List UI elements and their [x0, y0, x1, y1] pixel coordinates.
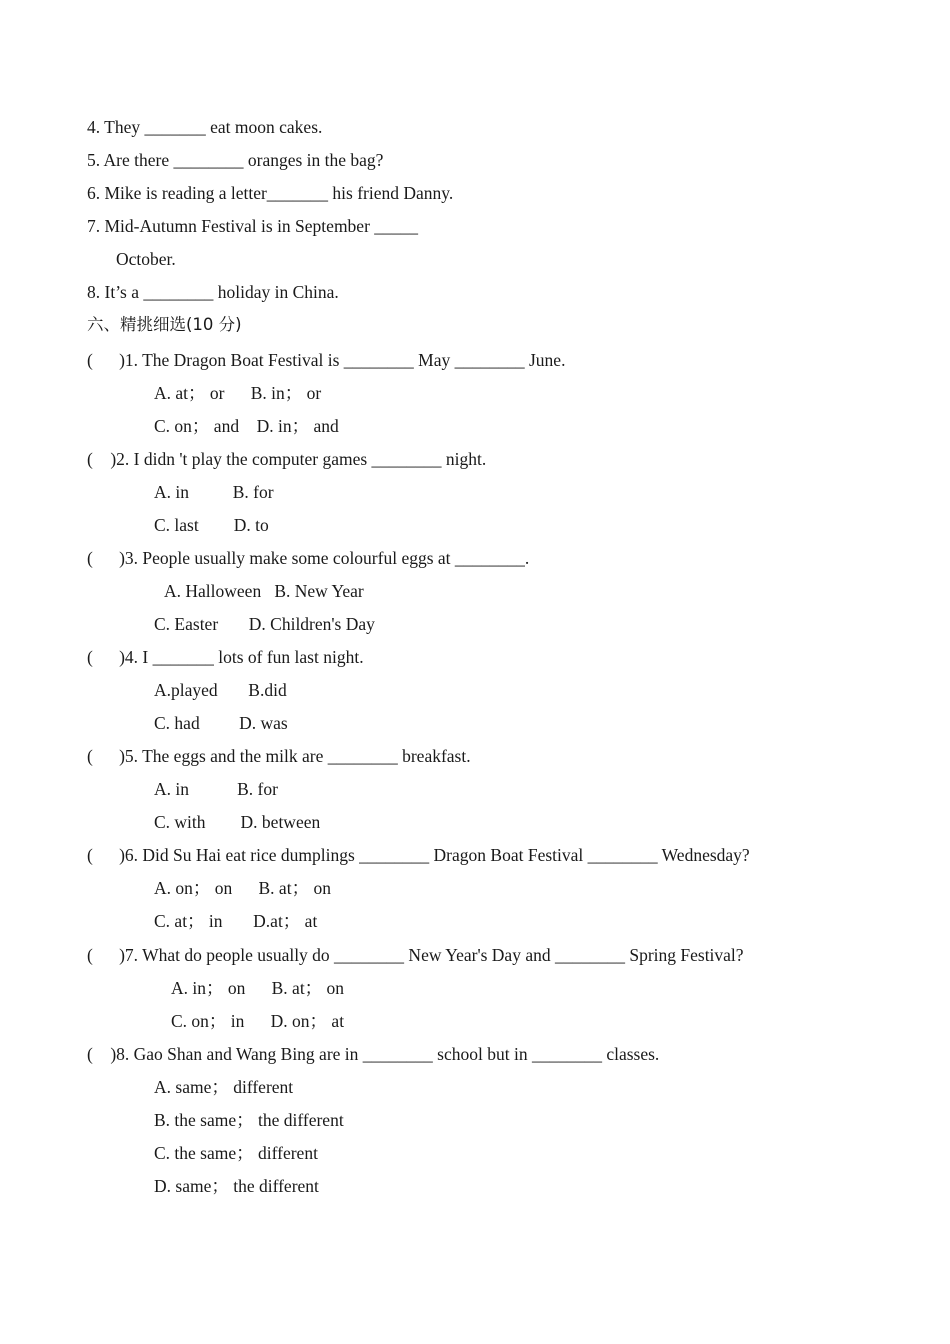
mc-question-3-options-ab: A. Halloween B. New Year [164, 581, 364, 601]
mc-question-4: ( )4. I _______ lots of fun last night. [87, 647, 364, 667]
mc-question-7-options-cd: C. on； in D. on； at [171, 1011, 345, 1031]
mc-question-4-options-cd: C. had D. was [154, 713, 288, 733]
fill-blank-question-8: 8. It’s a ________ holiday in China. [87, 282, 339, 302]
fill-blank-question-7: 7. Mid-Autumn Festival is in September _____ [87, 216, 419, 236]
mc-question-8: ( )8. Gao Shan and Wang Bing are in ________ school but in ________ classes. [87, 1044, 660, 1064]
mc-question-7-options-ab: A. in； on B. at； on [171, 978, 345, 998]
mc-question-5-options-ab: A. in B. for [154, 779, 278, 799]
mc-question-6-options-ab: A. on； on B. at； on [154, 878, 331, 898]
mc-question-8-option-d: D. same； the different [154, 1176, 319, 1196]
mc-question-8-option-b: B. the same； the different [154, 1110, 344, 1130]
mc-question-8-option-c: C. the same； different [154, 1143, 318, 1163]
mc-question-2: ( )2. I didn 't play the computer games ________ night. [87, 449, 487, 469]
mc-question-1-options-cd: C. on； and D. in； and [154, 416, 339, 436]
mc-question-5-options-cd: C. with D. between [154, 812, 321, 832]
fill-blank-question-5: 5. Are there ________ oranges in the bag? [87, 150, 384, 170]
mc-question-2-options-cd: C. last D. to [154, 515, 269, 535]
mc-question-3-options-cd: C. Easter D. Children's Day [154, 614, 375, 634]
mc-question-2-options-ab: A. in B. for [154, 482, 274, 502]
fill-blank-question-6: 6. Mike is reading a letter_______ his friend Danny. [87, 183, 454, 203]
fill-blank-question-7-continued: October. [116, 249, 176, 269]
mc-question-8-option-a: A. same； different [154, 1077, 294, 1097]
mc-question-4-options-ab: A.played B.did [154, 680, 287, 700]
mc-question-3: ( )3. People usually make some colourful eggs at ________. [87, 548, 530, 568]
section-heading: 六、精挑细选(10 分) [87, 315, 242, 334]
mc-question-1: ( )1. The Dragon Boat Festival is ________ May ________ June. [87, 350, 566, 370]
mc-question-5: ( )5. The eggs and the milk are ________ breakfast. [87, 746, 471, 766]
mc-question-7: ( )7. What do people usually do ________ New Year's Day and ________ Spring Festival? [87, 945, 744, 965]
mc-question-6-options-cd: C. at； in D.at； at [154, 911, 318, 931]
mc-question-1-options-ab: A. at； or B. in； or [154, 383, 322, 403]
mc-question-6: ( )6. Did Su Hai eat rice dumplings ________ Dragon Boat Festival ________ Wednesday? [87, 845, 750, 865]
fill-blank-question-4: 4. They _______ eat moon cakes. [87, 117, 323, 137]
